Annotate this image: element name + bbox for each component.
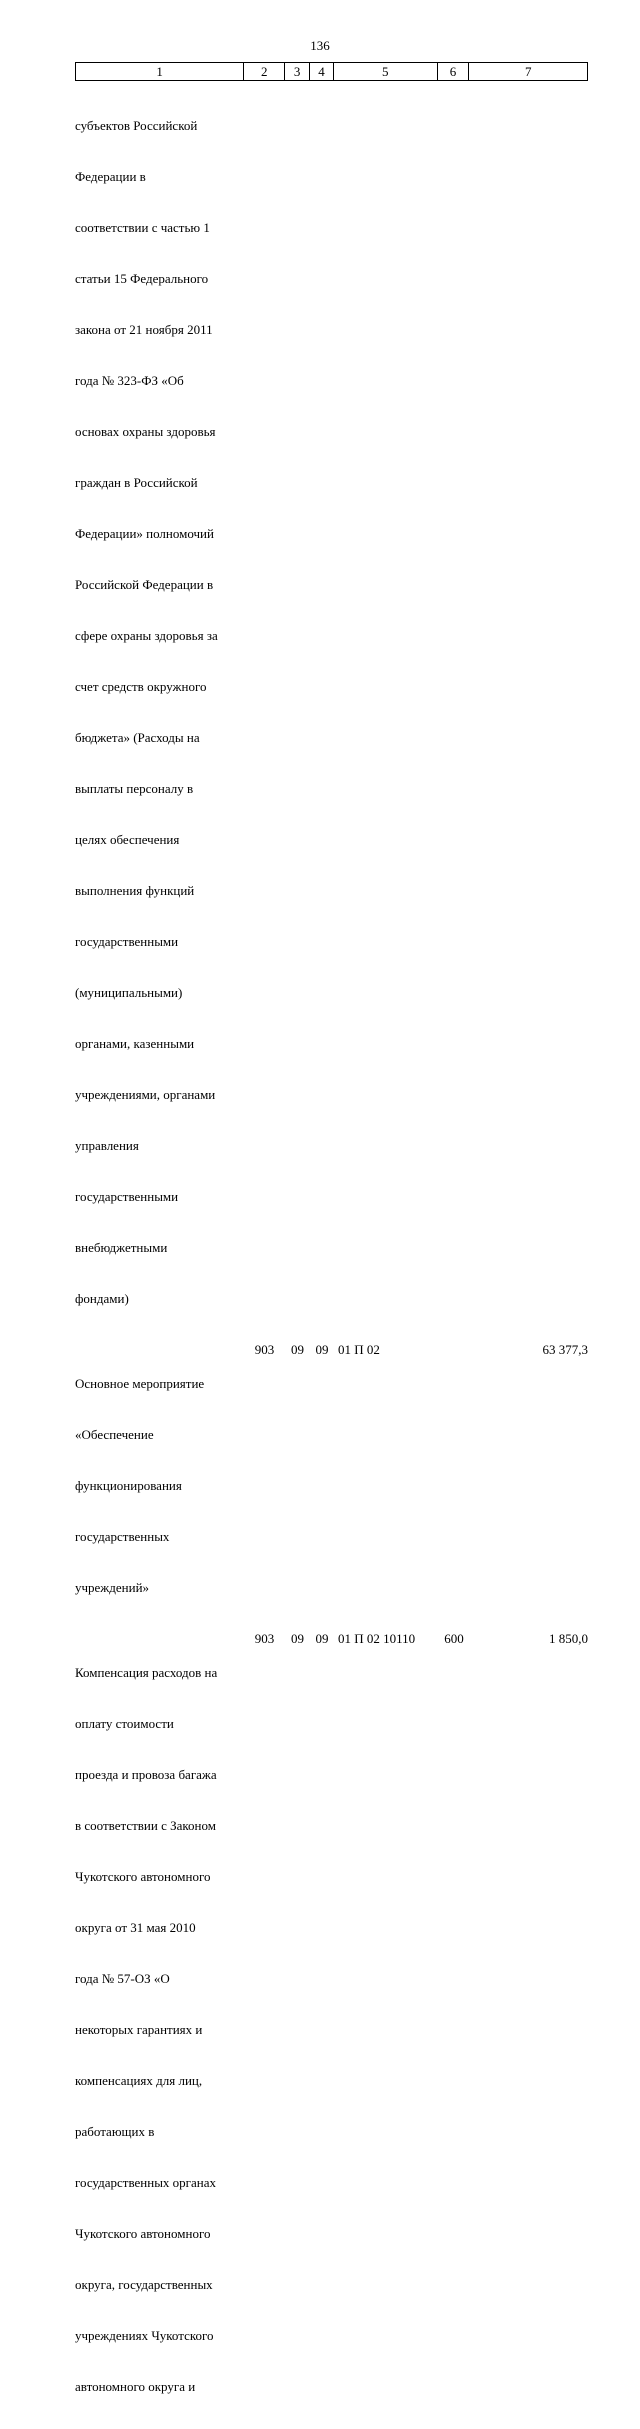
description-line: выполнения функций — [75, 883, 195, 898]
table-row — [75, 1630, 588, 2429]
description-line: государственными — [75, 1189, 179, 1204]
page-number: 136 — [310, 38, 330, 53]
description-line: управления — [75, 1138, 139, 1153]
description-line: компенсациях для лиц, — [75, 2073, 203, 2088]
description-line: граждан в Российской — [75, 475, 198, 490]
description-line: года № 323-ФЗ «Об — [75, 373, 184, 388]
description-line: Чукотского автономного — [75, 2226, 211, 2241]
description-line: года № 57-ОЗ «О — [75, 1971, 170, 1986]
description-line: (муниципальными) — [75, 985, 183, 1000]
row-subsection-code: 09 — [315, 1342, 329, 1357]
description-line: Чукотского автономного — [75, 1869, 211, 1884]
table-header-row — [75, 62, 588, 81]
row-ministry-code: 903 — [254, 1631, 275, 1646]
description-line: Компенсация расходов на — [75, 1665, 218, 1680]
row-target-article: 01 П 02 10110 — [338, 1631, 416, 1646]
description-line: учреждений» — [75, 1580, 150, 1595]
row-description — [75, 1630, 244, 2429]
column-header-6: 6 — [438, 63, 470, 80]
description-line: в соответствии с Законом — [75, 1818, 216, 1833]
description-line: оплату стоимости — [75, 1716, 174, 1731]
description-line: статьи 15 Федерального — [75, 271, 209, 286]
description-line: фондами) — [75, 1291, 129, 1306]
description-line: Федерации» полномочий — [75, 526, 214, 541]
column-header-5: 5 — [334, 63, 438, 80]
description-line: счет средств окружного — [75, 679, 207, 694]
description-line: бюджета» (Расходы на — [75, 730, 200, 745]
row-section-code: 09 — [291, 1342, 304, 1357]
description-line: «Обеспечение — [75, 1427, 154, 1442]
description-line: государственных — [75, 1529, 170, 1544]
column-header-2: 2 — [244, 63, 285, 80]
table-row — [75, 83, 588, 1341]
description-line: выплаты персоналу в — [75, 781, 194, 796]
description-line: некоторых гарантиях и — [75, 2022, 203, 2037]
row-section-code: 09 — [291, 1631, 304, 1646]
row-ministry-code: 903 — [254, 1342, 275, 1357]
description-line: функционирования — [75, 1478, 182, 1493]
description-line: учреждениями, органами — [75, 1087, 216, 1102]
description-line: органами, казенными — [75, 1036, 195, 1051]
description-line: сфере охраны здоровья за — [75, 628, 218, 643]
description-line: государственными — [75, 934, 179, 949]
description-line: округа от 31 мая 2010 — [75, 1920, 196, 1935]
row-subsection-code: 09 — [315, 1631, 329, 1646]
row-target-article: 01 П 02 — [338, 1342, 380, 1357]
column-header-7: 7 — [524, 64, 532, 79]
description-line: основах охраны здоровья — [75, 424, 216, 439]
row-description — [75, 83, 244, 1341]
table-row — [75, 1341, 588, 1630]
description-line: государственных органах — [75, 2175, 217, 2190]
row-amount: 1 850,0 — [549, 1631, 588, 1646]
description-line: закона от 21 ноября 2011 — [75, 322, 213, 337]
description-line: соответствии с частью 1 — [75, 220, 210, 235]
description-line: внебюджетными — [75, 1240, 168, 1255]
row-amount: 63 377,3 — [542, 1342, 588, 1357]
description-line: Российской Федерации в — [75, 577, 214, 592]
description-line: автономного округа и — [75, 2379, 196, 2394]
row-description — [75, 1341, 244, 1630]
row-expense-type: 600 — [444, 1631, 464, 1646]
description-line: целях обеспечения — [75, 832, 180, 847]
description-line: Федерации в — [75, 169, 146, 184]
description-line: учреждениях Чукотского — [75, 2328, 214, 2343]
description-line: работающих в — [75, 2124, 155, 2139]
column-header-4: 4 — [310, 63, 334, 80]
description-line: проезда и провоза багажа — [75, 1767, 217, 1782]
description-line: Основное мероприятие — [75, 1376, 205, 1391]
description-line: округа, государственных — [75, 2277, 213, 2292]
table-body — [75, 83, 588, 2429]
description-line: субъектов Российской — [75, 118, 198, 133]
column-header-1: 1 — [76, 63, 244, 80]
column-header-3: 3 — [285, 63, 310, 80]
